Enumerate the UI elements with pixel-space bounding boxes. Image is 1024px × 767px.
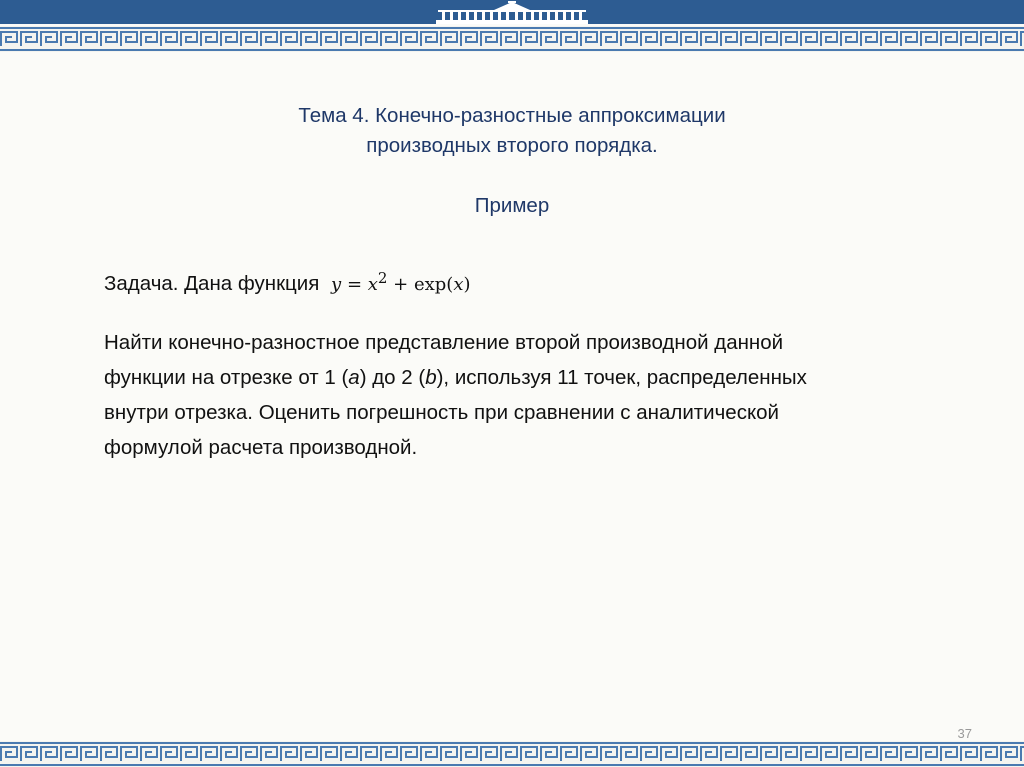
page-number: 37 xyxy=(957,726,972,741)
formula-equals: = xyxy=(341,274,368,295)
header-band xyxy=(0,0,1024,24)
paragraph-line-1: Найти конечно-разностное представление второй производной данной xyxy=(104,331,784,354)
paragraph-line-2-b: ) до 2 ( xyxy=(359,366,426,389)
spacer xyxy=(104,302,934,325)
formula-plus: + exp( xyxy=(387,274,454,295)
formula-lhs: y xyxy=(331,274,342,295)
paragraph-line-2-a: функции на отрезке от 1 ( xyxy=(104,366,349,389)
title-line-1: Тема 4. Конечно-разностные аппроксимации xyxy=(298,104,726,127)
paragraph-line-3: внутри отрезка. Оценить погрешность при сравнении с аналитической xyxy=(104,401,779,424)
formula-arg: x xyxy=(453,274,464,295)
var-a: a xyxy=(348,366,360,389)
title-line-2: производных второго порядка. xyxy=(366,134,658,157)
var-b: b xyxy=(425,366,437,389)
formula-exponent: 2 xyxy=(377,269,388,287)
greek-key-border-bottom xyxy=(0,741,1024,767)
paragraph-line-2-c: ), используя 11 точек, распределенных xyxy=(436,366,807,389)
greek-key-pattern-icon xyxy=(0,26,1024,52)
building-logo-icon xyxy=(436,1,588,24)
slide-title xyxy=(0,101,1024,161)
task-line xyxy=(104,261,934,302)
greek-key-border-top xyxy=(0,26,1024,52)
slide-subtitle: Пример xyxy=(474,194,550,217)
formula-close: ) xyxy=(463,274,471,295)
task-label: Задача. Дана функция xyxy=(104,272,320,295)
greek-key-pattern-icon xyxy=(0,741,1024,767)
formula-base: x xyxy=(367,274,378,295)
paragraph-line-4: формулой расчета производной. xyxy=(104,436,418,459)
function-formula xyxy=(331,269,471,295)
paragraph-line-2 xyxy=(104,360,934,395)
slide-body xyxy=(104,261,934,465)
